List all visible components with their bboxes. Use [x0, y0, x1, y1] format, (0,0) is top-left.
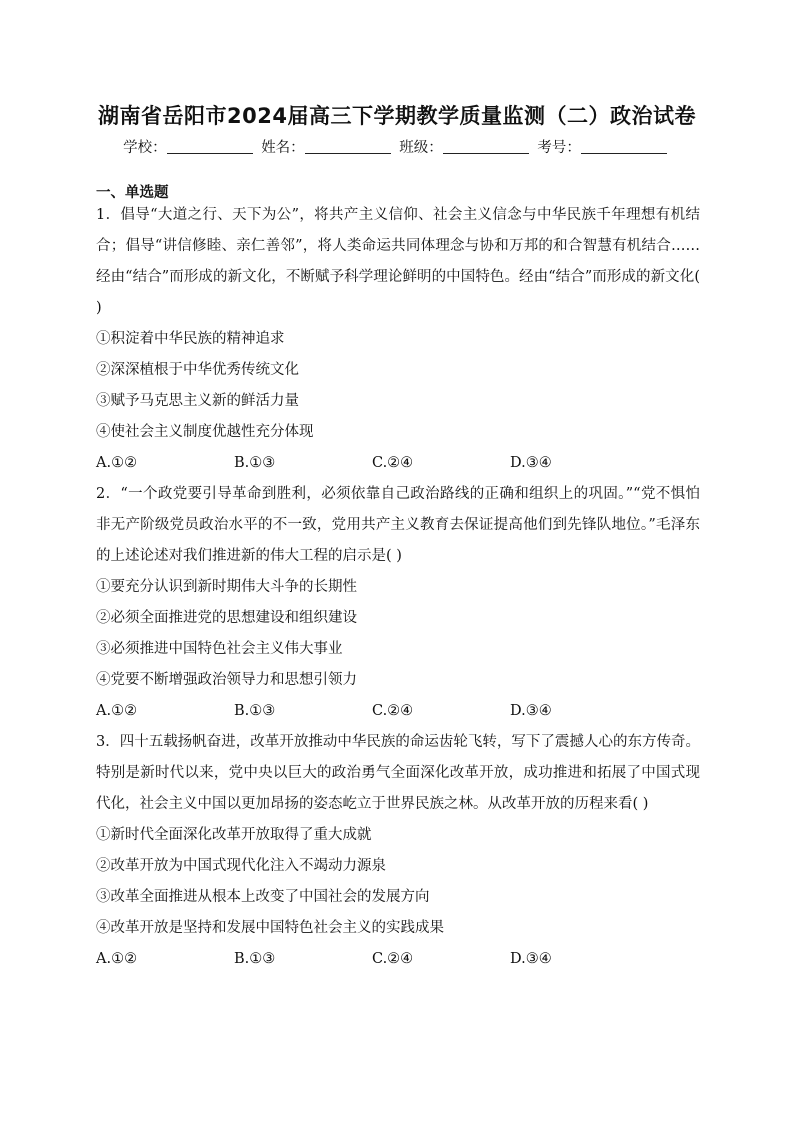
answer-choices [96, 448, 700, 479]
question-3 [96, 727, 700, 975]
statement-item: ①积淀着中华民族的精神追求 [96, 331, 285, 347]
choice-d[interactable]: D.③④ [510, 951, 552, 967]
answer-choices [96, 696, 700, 727]
class-label: 班级： [399, 140, 443, 156]
statement-item: ①新时代全面深化改革开放取得了重大成就 [96, 827, 372, 843]
choice-b[interactable]: B.①③ [234, 455, 276, 471]
choice-d[interactable]: D.③④ [510, 455, 552, 471]
statement-item: ③赋予马克思主义新的鲜活力量 [96, 393, 299, 409]
section-heading: 一、单选题 [96, 185, 169, 201]
choice-c[interactable]: C.②④ [372, 951, 414, 967]
question-stem: 1．倡导“大道之行、天下为公”，将共产主义信仰、社会主义信念与中华民族千年理想有机结合；倡导“讲信修睦、亲仁善邻”，将人类命运共同体理念与协和万邦的和合智慧有机结合……经由“结合”而形成的新文化，不断赋予科学理论鲜明的中国特色。经由“结合”而形成的新文化( ) [96, 207, 700, 316]
answer-choices [96, 944, 700, 975]
choice-c[interactable]: C.②④ [372, 703, 414, 719]
question-2 [96, 479, 700, 727]
question-stem: 2．“一个政党要引导革命到胜利，必须依靠自己政治路线的正确和组织上的巩固。”“党不惧怕非无产阶级党员政治水平的不一致，党用共产主义教育去保证提高他们到先锋队地位。”毛泽东的上述论述对我们推进新的伟大工程的启示是( ) [96, 486, 700, 564]
statement-item: ②深深植根于中华优秀传统文化 [96, 362, 299, 378]
choice-a[interactable]: A.①② [96, 703, 138, 719]
name-blank[interactable] [305, 139, 391, 154]
school-blank[interactable] [167, 139, 253, 154]
question-list [96, 200, 700, 975]
choice-b[interactable]: B.①③ [234, 951, 276, 967]
name-label: 姓名： [261, 140, 305, 156]
question-stem: 3．四十五载扬帆奋进，改革开放推动中华民族的命运齿轮飞转，写下了震撼人心的东方传奇。特别是新时代以来，党中央以巨大的政治勇气全面深化改革开放，成功推进和拓展了中国式现代化，社会主义中国以更加昂扬的姿态屹立于世界民族之林。从改革开放的历程来看( ) [96, 734, 700, 812]
choice-c[interactable]: C.②④ [372, 455, 414, 471]
statement-item: ③改革全面推进从根本上改变了中国社会的发展方向 [96, 889, 430, 905]
choice-a[interactable]: A.①② [96, 951, 138, 967]
choice-d[interactable]: D.③④ [510, 703, 552, 719]
statement-item: ①要充分认识到新时期伟大斗争的长期性 [96, 579, 357, 595]
exam-number-label: 考号： [537, 140, 581, 156]
exam-number-blank[interactable] [581, 139, 667, 154]
exam-title: 湖南省岳阳市2024届高三下学期教学质量监测（二）政治试卷 [98, 104, 696, 128]
class-blank[interactable] [443, 139, 529, 154]
statement-item: ④使社会主义制度优越性充分体现 [96, 424, 314, 440]
statement-item: ②改革开放为中国式现代化注入不竭动力源泉 [96, 858, 386, 874]
school-label: 学校： [123, 140, 167, 156]
choice-b[interactable]: B.①③ [234, 703, 276, 719]
statement-item: ②必须全面推进党的思想建设和组织建设 [96, 610, 357, 626]
statement-item: ④党要不断增强政治领导力和思想引领力 [96, 672, 357, 688]
choice-a[interactable]: A.①② [96, 455, 138, 471]
question-1 [96, 200, 700, 479]
statement-item: ④改革开放是坚持和发展中国特色社会主义的实践成果 [96, 920, 444, 936]
student-info-line [0, 136, 794, 157]
statement-item: ③必须推进中国特色社会主义伟大事业 [96, 641, 343, 657]
